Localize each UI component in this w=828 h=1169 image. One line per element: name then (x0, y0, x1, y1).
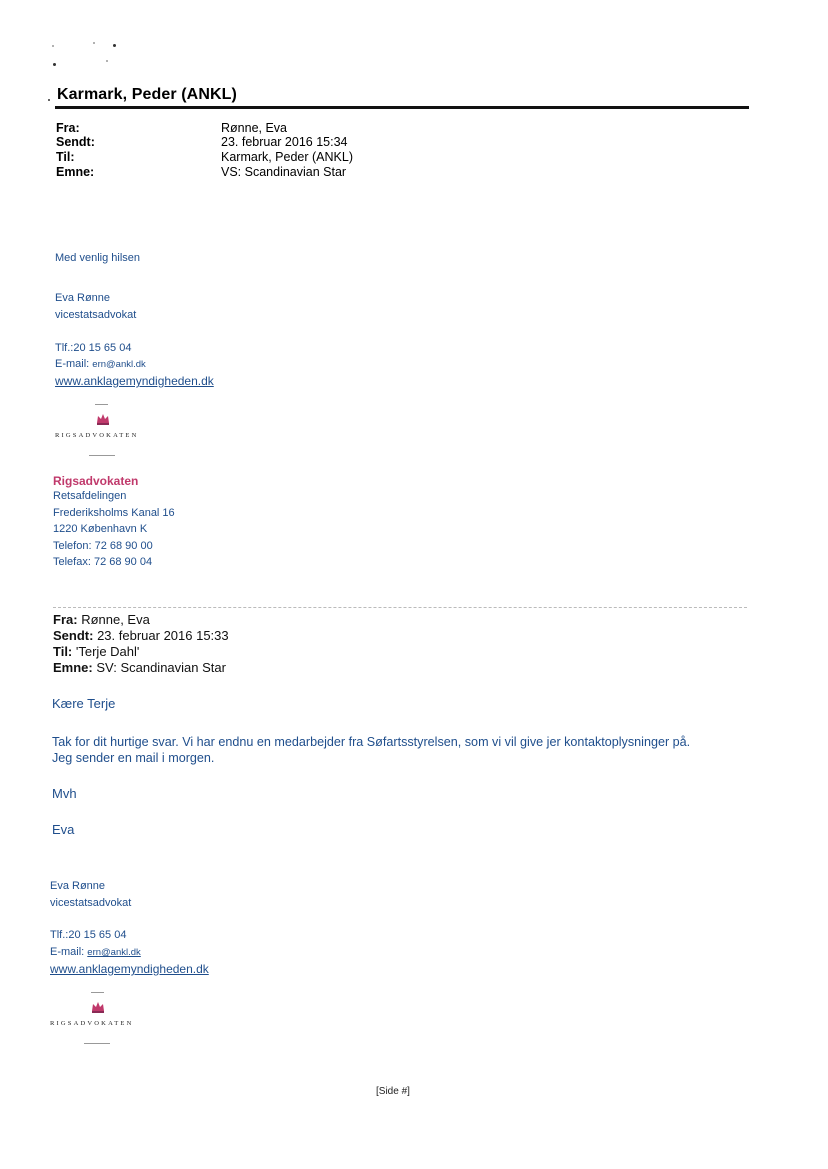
email-link[interactable]: ern@ankl.dk (92, 359, 146, 370)
logo-top-line (95, 404, 108, 405)
header-from-label: Fra: (56, 121, 80, 135)
org-telefon: Telefon: 72 68 90 00 (53, 540, 153, 552)
header-from-value: Rønne, Eva (221, 121, 288, 135)
logo-bottom-line (89, 455, 115, 456)
quoted-to: Til: 'Terje Dahl' (53, 644, 140, 659)
crown-icon (96, 413, 110, 425)
header-subject-label: Emne: (56, 165, 95, 179)
signoff: Eva (52, 822, 75, 837)
salutation: Kære Terje (52, 696, 116, 711)
signature-title: vicestatsadvokat (50, 897, 132, 909)
org-telefax: Telefax: 72 68 90 04 (53, 556, 153, 568)
email-label: E-mail: (55, 358, 90, 370)
scan-speck (113, 44, 116, 47)
signature-email-row (55, 358, 146, 370)
mailbox-owner-title: Karmark, Peder (ANKL) (57, 86, 237, 103)
logo-wordmark: RIGSADVOKATEN (55, 432, 139, 439)
crown-icon (91, 1001, 105, 1013)
website-link[interactable]: www.anklagemyndigheden.dk (55, 374, 214, 388)
signature-name: Eva Rønne (55, 292, 111, 304)
signature-phone: Tlf.:20 15 65 04 (55, 342, 132, 354)
email-link[interactable]: ern@ankl.dk (87, 947, 141, 958)
title-rule (55, 106, 749, 109)
website-link[interactable]: www.anklagemyndigheden.dk (50, 962, 209, 976)
page-footer: [Side #] (376, 1086, 410, 1097)
body-line-2: Jeg sender en mail i morgen. (52, 751, 215, 765)
signature-name: Eva Rønne (50, 880, 106, 892)
logo-bottom-line (84, 1043, 110, 1044)
scan-speck (52, 45, 54, 47)
org-city: 1220 København K (53, 523, 148, 535)
scan-speck (48, 99, 50, 101)
header-sent-label: Sendt: (56, 135, 95, 149)
logo-top-line (91, 992, 104, 993)
email-label: E-mail: (50, 946, 85, 958)
scan-speck (106, 60, 108, 62)
logo-wordmark: RIGSADVOKATEN (50, 1020, 134, 1027)
quote-separator (53, 607, 747, 608)
quoted-sent: Sendt: 23. februar 2016 15:33 (53, 628, 229, 643)
org-department: Retsafdelingen (53, 490, 127, 502)
scan-speck (53, 63, 56, 66)
closing: Mvh (52, 786, 77, 801)
signature-phone: Tlf.:20 15 65 04 (50, 929, 127, 941)
greeting: Med venlig hilsen (55, 252, 140, 264)
signature-email-row (50, 946, 141, 958)
header-subject-value: VS: Scandinavian Star (221, 165, 347, 179)
body-line-1: Tak for dit hurtige svar. Vi har endnu en medarbejder fra Søfartsstyrelsen, som vi vil give jer kontaktoplysninger på. (52, 735, 691, 749)
quoted-subject: Emne: SV: Scandinavian Star (53, 660, 226, 675)
org-street: Frederiksholms Kanal 16 (53, 507, 175, 519)
scan-speck (93, 42, 95, 44)
header-to-value: Karmark, Peder (ANKL) (221, 150, 353, 164)
quoted-from: Fra: Rønne, Eva (53, 612, 150, 627)
org-name: Rigsadvokaten (53, 474, 139, 488)
header-to-label: Til: (56, 150, 75, 164)
signature-title: vicestatsadvokat (55, 309, 137, 321)
header-sent-value: 23. februar 2016 15:34 (221, 135, 348, 149)
